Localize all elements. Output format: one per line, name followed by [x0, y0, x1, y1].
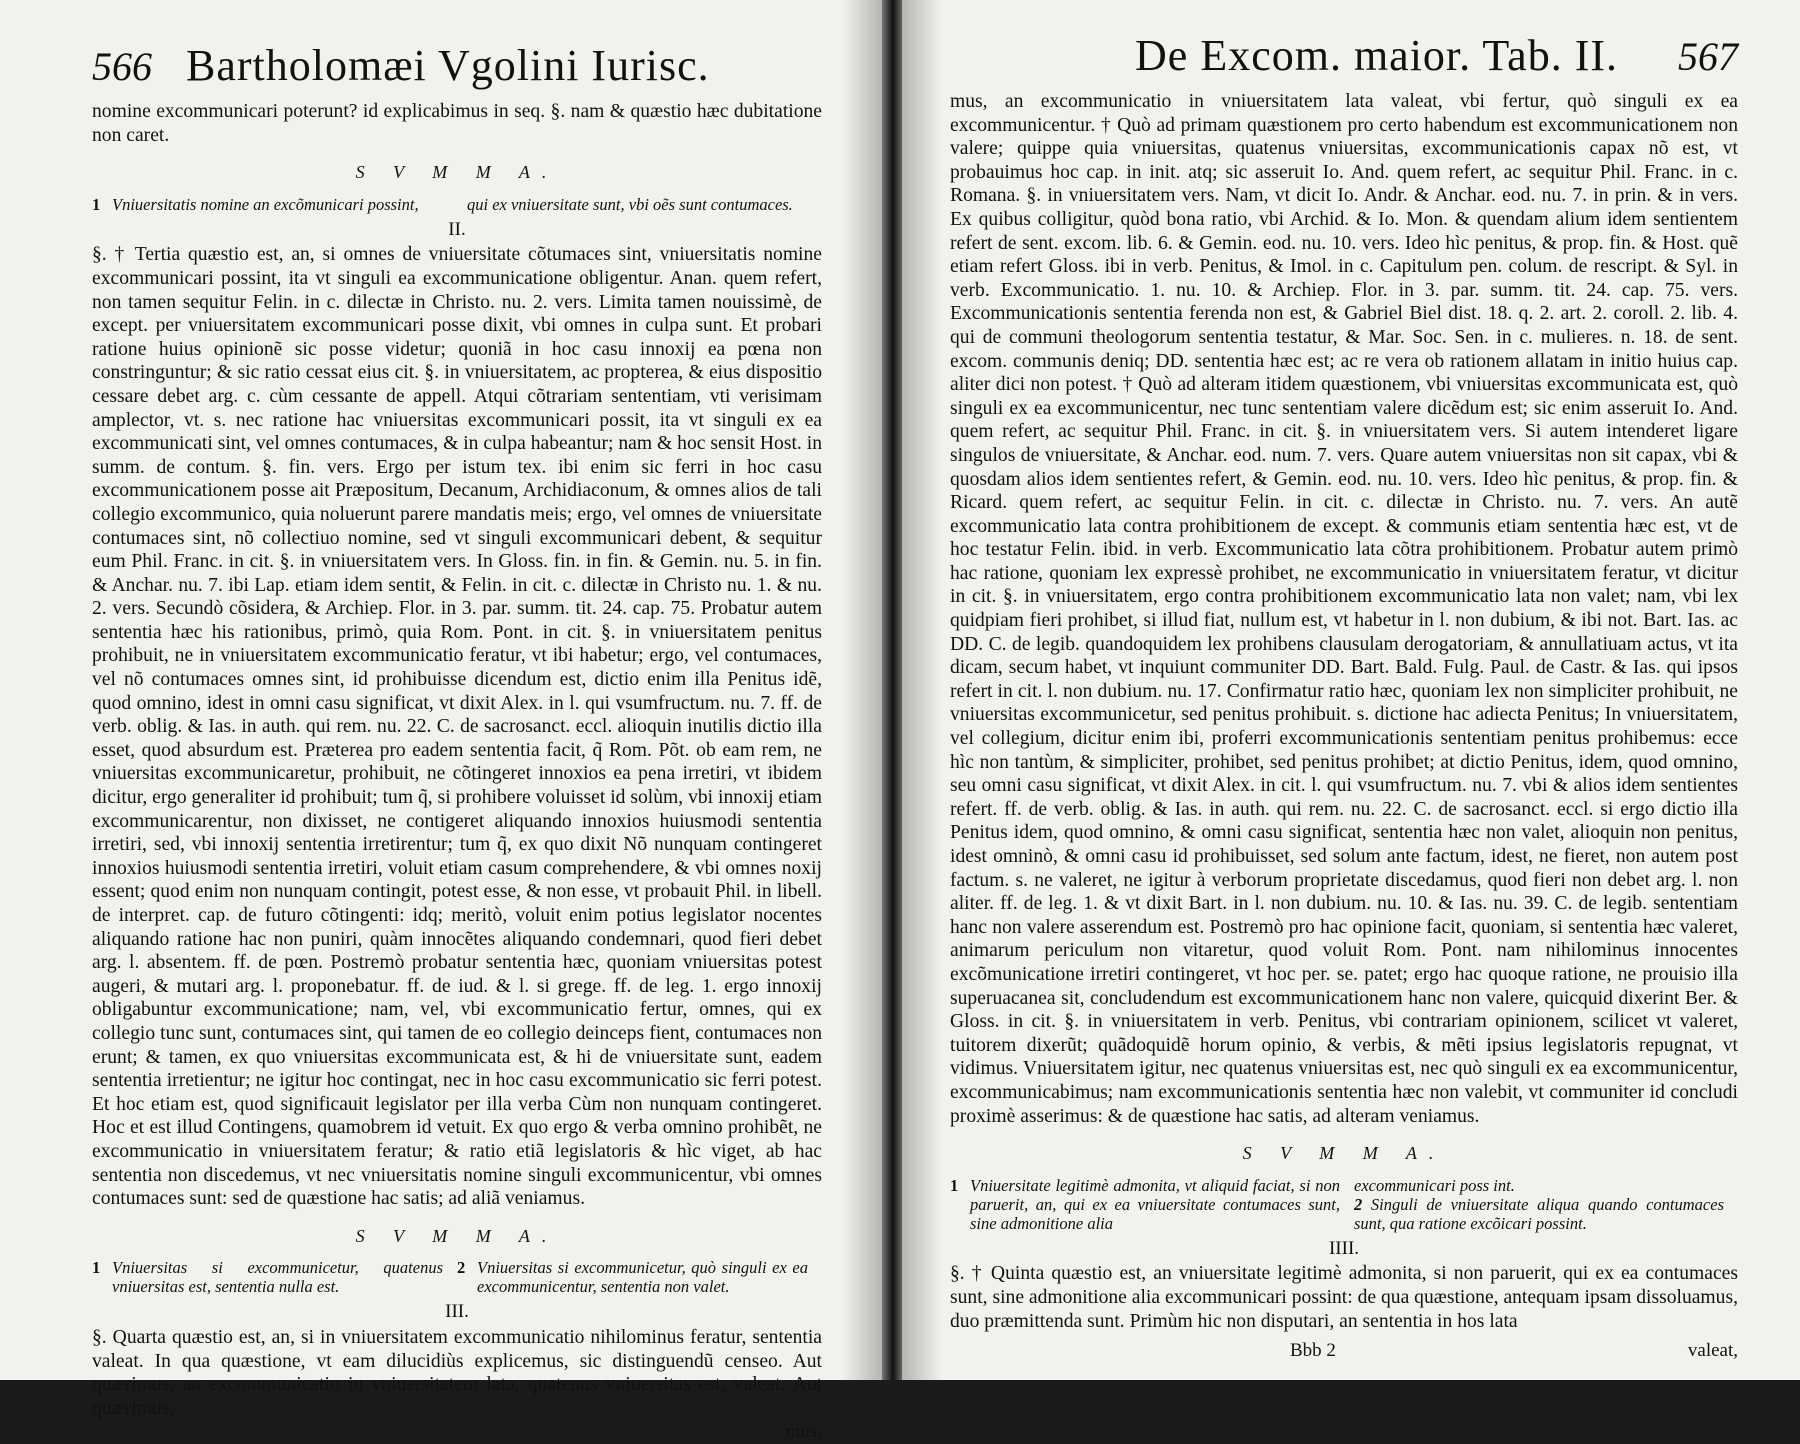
page-footer	[950, 1339, 1738, 1363]
right-page-header	[950, 30, 1738, 90]
section-number: II.	[448, 218, 466, 240]
summa-entry-number: 1	[950, 1175, 959, 1195]
left-running-head: Bartholomæi Vgolini Iurisc.	[186, 41, 710, 90]
summa-entry-text: Vniuersitatis nomine an excõmunicari possint,	[112, 194, 419, 214]
right-page-number: 567	[1678, 34, 1738, 79]
summa-entry-text: Vniuersitas si excommunicetur, quò singuli ex ea excommunicentur, sententia non valet.	[477, 1258, 808, 1297]
summa-title: S V M M A.	[1242, 1143, 1446, 1164]
section-number: IIII.	[1328, 1237, 1360, 1259]
book-gutter	[882, 0, 902, 1380]
signature-mark: Bbb 2	[1290, 1340, 1336, 1362]
right-running-head: De Excom. maior. Tab. II.	[1135, 31, 1618, 80]
section-number: III.	[445, 1301, 469, 1323]
summa-entry-number: 2	[1354, 1194, 1363, 1214]
summa-title: S V M M A.	[355, 1225, 559, 1246]
section-paragraph: §. † Quinta quæstio est, an vniuersitate legitimè admonita, si non paruerit, qui ex ea contumaces sunt, sine admonitione alia excommunicari possint: de qua quæstione, antequam ipsam dissoluamus, duo præmittenda sunt. Primùm hic non disputari, an sententia in hos lata	[950, 1263, 1738, 1332]
summa-entry-text: Vniuersitate legitimè admonita, vt aliquid faciat, si non paruerit, an, qui ex ea vniuersitate contumaces sunt, sine admonitione alia	[970, 1175, 1340, 1233]
section-paragraph: §. † Tertia quæstio est, an, si omnes de vniuersitate cõtumaces sint, vniuersitatis nomine excommunicari possint, ita vt singuli ea excommunicatione obligentur. Anan. quem refert, non tamen sequitur Felin. in c. dilectæ in Christo. nu. 2. vers. Limita tamen nouissimè, de except. per vniuersitatem excommunicari posse dixit, vbi omnes in culpa sunt. Et probari ratione huius opinionẽ sic posse videtur; quoniã in hoc casu innoxij ea pœna non constringuntur; & sic ratio cessat eius cit. §. in vniuersitatem, ac propterea, & eius dispositio cessare debet arg. c. cùm cessante de appell. Atqui cõtrariam sententiam, vti verisimam amplector, vt. s. nec ratione hac vniuersitas excommunicari possit, ita vt singuli ex ea excommunicati sint, vel omnes contumaces, & in culpa habeantur; nam & hoc sensit Host. in summ. de contum. §. fin. vers. Ergo per istum tex. ibi enim sic ferri in hoc casu excommunicationem posse ait Præpositum, Decanum, Archidiaconum, & omnes alios de tali collegio excommunico, quia noluerunt parere mandatis meis; ergo, vel omnes de vniuersitate contumaces sint, nõ collectiuo nomine, sed vt singuli excommunicari debent, & sequitur eum Phil. Franc. in cit. §. in vniuersitatem vers. In Gloss. fin. in fin. & Gemin. nu. 5. in fin. & Anchar. nu. 7. ibi Lap. etiam idem sentit, & Felin. in cit. c. dilectæ in Christo nu. 1. & nu. 2. vers. Secundò cõsidera, & Archiep. Flor. in 3. par. summ. tit. 24. cap. 75. Probatur autem sententia hæc his rationibus, primò, quia Rom. Pont. in cit. §. in vniuersitatem penitus prohibuit, ne in vniuersitatem excommunicatio feratur, vt ibi habetur; ergo, vel contumaces, vel nõ contumaces omnes sint, id prohibuisse dicendum est, dictio enim illa Penitus idẽ, quod omnino, idest in omni casu significat, vt dixit Alex. in l. qui vsumfructum. nu. 7. ff. de verb. oblig. & Ias. in auth. qui rem. nu. 22. C. de sacrosanct. eccl. alioquin inutilis dictio illa esset, quod absurdum est. Præterea pro eadem sententia facit, q̃ Rom. Põt. ob eam rem, ne vniuersitas excommunicaretur, prohibuit, ne cõtingeret innoxios ea pena irretiri, vt ibidem dicitur, ergo generaliter id prohibuit; tum q̃, si prohibere voluisset id solùm, vbi innoxij etiam excommunicarentur, non dixisset, ne contigeret aliquando innoxios huiusmodi sententia irretiri, sed, vbi innoxij sententia irretirentur; tum q̃, ex quo dixit Nõ nunquam contingeret innoxios huiusmodi sententia irretiri, voluit etiam casum comprehendere, & vbi omnes noxij essent; quod enim non nunquam contingit, potest esse, & non esse, vt probauit Phil. in libell. de interpret. cap. de futuro cõtingenti: idq; meritò, voluit enim potius legislator nocentes aliquando ratione hac non puniri, quàm innocẽtes aliquando condemnari, quod fieri debet arg. l. absentem. ff. de pœn. Postremò probatur sententia hæc, quoniam vniuersitas potest augeri, & mutari arg. l. proponebatur. ff. de iud. & l. si grege. ff. de leg. 1. ergo innoxij obligabuntur excommunicatione; nam, vel, vbi excommunicatio fertur, omnes, qui ex collegio tunc sunt, contumaces sint, qui tamen de eo collegio deinceps fient, contumaces non erunt; & tamen, ex quo vniuersitas excommunicata est, & hi de vniuersitate sunt, eadem sententia irretientur; ne igitur hoc contingat, nec in hoc casu excommunicatio sic ferri potest. Et hoc etiam est, quod significauit legislator per illa verba Cùm non nunquam contingeret. Hoc et est illud Contingens, quamobrem id vetuit. Ex quo ergo & verba omnino prohibẽt, ne excommunicatio in vniuersitatem feratur; & ratio etiã legislatoris & hìc viget, ab hac sententia non discedemus, vt nec vniuersitatis nomine singuli excommunicentur, vbi omnes contumaces sunt: sed de quæstione hac satis; ad aliã veniamus.	[92, 244, 822, 1210]
left-page-header	[92, 40, 822, 100]
right-page	[902, 0, 1800, 1380]
summa-entry	[92, 195, 822, 214]
summa-entry-continuation: excommunicari poss int.	[1354, 1175, 1515, 1195]
catchword: valeat,	[1687, 1340, 1738, 1362]
summa-entry-text	[1354, 1176, 1738, 1233]
section-paragraph: mus, an excommunicatio in vniuersitatem lata valeat, vbi fertur, quò singuli ex ea excommunicentur. † Quò ad primam quæstionem pro certo habendum est excommunicationem non valere; quippe quia vniuersitas, quatenus vniuersitas, excommunicationis capax nõ est, vt probauimus hoc cap. in init. atq; sic asseruit Io. And. quem refert, ac sequitur Phil. Franc. in c. Romana. §. in vniuersitatem vers. Nam, vt dicit Io. Andr. & Anchar. eod. nu. 7. in prin. & in vers. Ex quibus colligitur, quòd bona ratio, vbi Archid. & Io. Mon. & quendam alium idem sentientem refert de sent. excom. lib. 6. & Gemin. eod. nu. 10. vers. Ideo hìc penitus, & prop. fin. & Host. quẽ etiam refert Gloss. ibi in verb. Penitus, & Imol. in c. Capitulum pen. colum. de rescript. & Syl. in verb. Excommunicatio. 1. nu. 10. & Archiep. Flor. in 3. par. summ. tit. 24. cap. 75. vers. Excommunicationis sententia ferenda non est, & Gabriel Biel dist. 18. q. 2. art. 2. coroll. 2. lib. 4. qui de communi theologorum sententia testatur, & Mar. Soc. Sen. in c. mulieres. n. 18. de sent. excom. communis deniq; DD. sententia hæc est; ac re vera ob rationem allatam in initio huius cap. aliter dici non potest. † Quò ad alteram itidem quæstionem, vbi vniuersitas excommunicata est, quò singuli ex ea excommunicentur, nec tunc sententiam valere dicẽdum est; sic enim asseruit Io. And. quem refert, ac sequitur Phil. Franc. in cit. §. in vniuersitatem vers. Si autem intenderet ligare singulos de vniuersitate, & Anchar. eod. num. 7. vers. Quare autem vniuersitas non sit capax, vbi & quosdam alios idem sentientes refert, & Gemin. eod. nu. 10. vers. Ideo hìc penitus, & prop. fin. & Ricard. quem refert, ac sequitur Felin. in cit. c. dilectæ in Christo. nu. 7. vers. An autẽ excommunicatio lata contra prohibitionem de except. & communis etiam sententia hæc est, vt de hoc testatur Felin. ibid. in verb. Excommunicatio lata cõtra prohibitionem. Probatur autem primò hac ratione, quoniam lex expressè prohibet, ne excommunicatio in vniuersitatem feratur, vt dicitur in cit. §. in vniuersitatem, ergo contra prohibitionem excommunicatio lata non valet; nam, vbi lex quidpiam fieri prohibet, si illud fiat, nullum est, vt habetur in l. non dubium, & ibi not. Bart. Ias. ac DD. C. de legib. quandoquidem lex prohibens clausulam derogatoriam, & annullatiuam actus, vt ita dicam, secum habet, vt inquiunt communiter DD. Bart. Bald. Fulg. Paul. de Castr. & Ias. qui ipsos refert in cit. l. non dubium. nu. 17. Confirmatur ratio hæc, quoniam lex non simpliciter prohibuit, ne vniuersitas excommunicetur, sed penitus prohibuit. s. dictione hac adiecta Penitus; In vniuersitatem, vel collegium, dicitur enim ibi, proferri excommunicationis sententiam penitus prohibemus: ecce hìc non tantùm, & simpliciter, prohibet, sed penitus prohibet; at dictio Penitus, idem, quod omnino, seu omni casu significat, vt dixit Alex. in cit. l. qui vsumfructum. nu. 7. vbi & alios idem sentientes refert. ff. de verb. oblig. & Ias. in auth. qui rem. nu. 22. C. de sacrosanct. eccl. si ergo dictio illa Penitus idem, quod omnino, & omni casu significat, sententia hæc non valet, alioquin non penitus, idest omninò, & omni casu id prohibuisset, sed solum ante factum, idest, ne fieret, non autem post factum. s. ne valeret, ne igitur à verborum proprietate discedamus, quod fieri non debet arg. l. non aliter. ff. de leg. 1. & vt dixit Bart. in l. non dubium. nu. 10. & Ias. nu. 39. C. de legib. sententiam hanc non valere asserendum est. Postremò pro hac opinione facit, quoniam, si sententia hæc valeret, animarum periculum non vitaretur, quod voluit Rom. Pont. nam nihilominus innocentes excõmunicatione irretiri contingeret, vt hoc per. se. patet; ergo hac quoque ratione, ne prouisio illa superuacanea sit, concludendum est excommunicationem hanc non valere, quicquid dixerint Ber. & Gloss. in cit. §. in vniuersitatem in verb. Penitus, vbi contrariam opinionem, scilicet vt valeret, tuitorem dixerũt; quãdoquidẽ horum opinio, & verbis, & mẽti ipsius legislatoris repugnat, vt vidimus. Vniuersitatem igitur, nec quatenus vniuersitas est, nec quò singuli ex ea excommunicentur, excommunicabimus; nam excommunicationis sententia hæc non valebit, vt communiter id concludi proximè asserimus: & de quæstione hac satis, ad alteram veniamus.	[950, 91, 1738, 1127]
left-page-number: 566	[92, 44, 152, 89]
continuation-paragraph: nomine excommunicari poterunt? id explicabimus in seq. §. nam & quæstio hæc dubitatione non caret.	[92, 101, 822, 146]
gutter-shadow-left	[842, 0, 882, 1380]
section-paragraph: §. Quarta quæstio est, an, si in vniuersitatem excommunicatio nihilominus feratur, sententia valeat. In qua quæstione, vt eam dilucidiùs explicemus, sic distinguendũ censeo. Aut quærimus, an excommunicatio in vniuersitatem lata, quatenus vniuersitas est, valeat. Aut quærimus,	[92, 1326, 822, 1419]
summa-title: S V M M A.	[355, 162, 559, 183]
summa-entry	[950, 1176, 1738, 1233]
summa-entry-text: Vniuersitas si excommunicetur, quatenus vniuersitas est, sententia nulla est.	[112, 1258, 443, 1297]
summa-entry	[92, 1258, 822, 1296]
catchword: mus,	[785, 1421, 822, 1443]
right-page-text	[950, 90, 1738, 1363]
gutter-shadow-right	[902, 0, 942, 1380]
left-page-text	[92, 100, 822, 1444]
summa-entry-number: 1	[92, 1258, 101, 1278]
summa-entry-number: 2	[457, 1258, 466, 1278]
summa-entry-text: qui ex vniuersitate sunt, vbi oẽs sunt contumaces.	[467, 194, 793, 214]
summa-entry-number: 1	[92, 194, 101, 214]
summa-entry-text: Singuli de vniuersitate aliqua quando contumaces sunt, qua ratione excõicari possint.	[1354, 1194, 1725, 1233]
left-page	[0, 0, 882, 1443]
